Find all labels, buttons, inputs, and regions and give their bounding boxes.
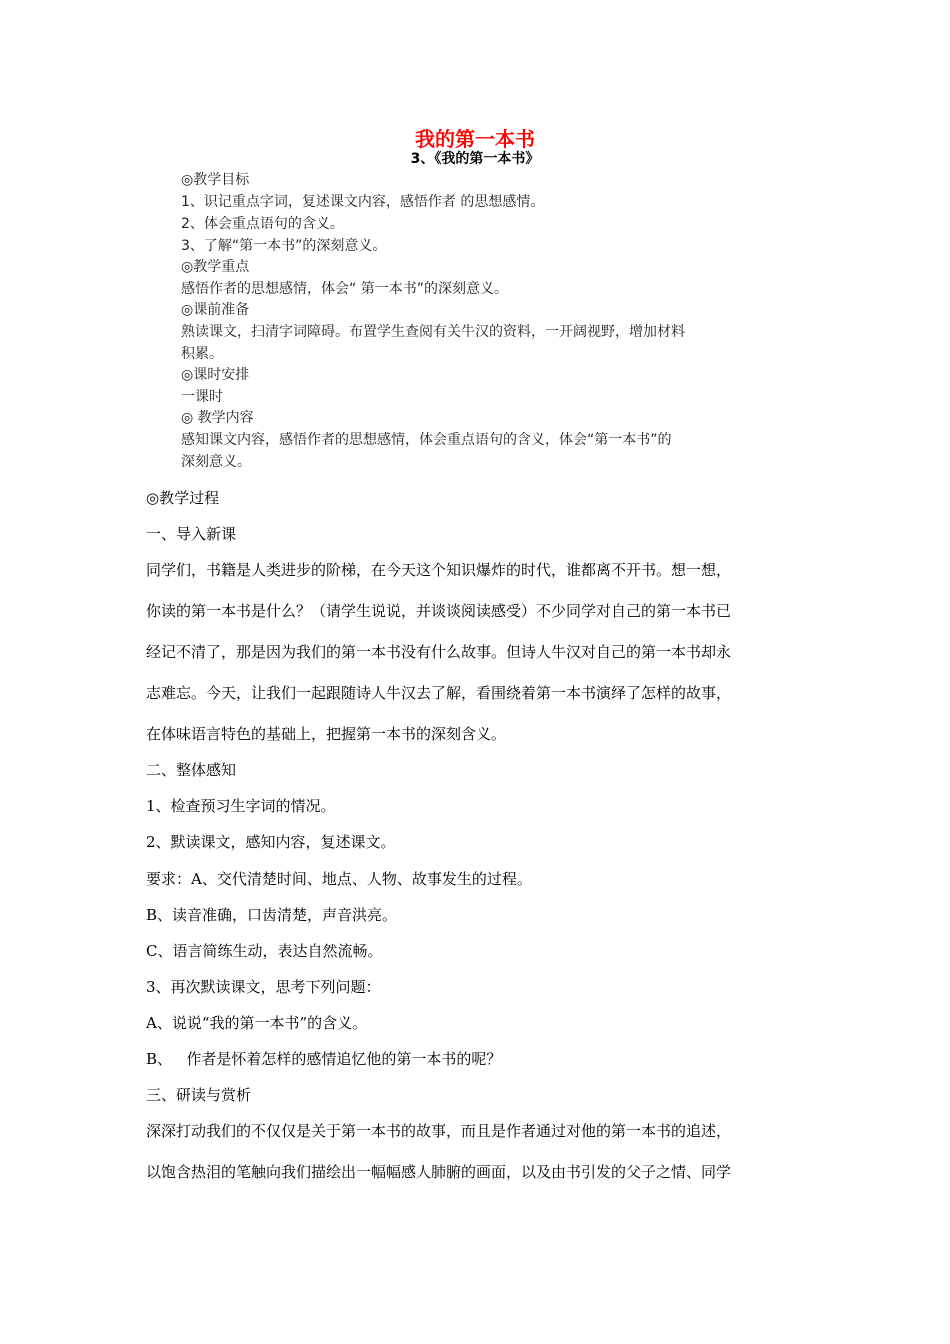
objectives-heading: ◎教学目标 [181, 172, 250, 188]
page-title: 我的第一本书 [415, 127, 535, 151]
section-heading: 二、整体感知 [146, 761, 237, 779]
objective-item: 3、了解“第一本书”的深刻意义。 [181, 238, 387, 254]
list-item: 要求：A、交代清楚时间、地点、人物、故事发生的过程。 [146, 870, 532, 888]
key-points-heading: ◎教学重点 [181, 259, 250, 275]
schedule-heading: ◎课时安排 [181, 367, 250, 383]
preparation-heading: ◎课前准备 [181, 302, 250, 318]
list-item: 2、默读课文，感知内容，复述课文。 [146, 833, 396, 851]
list-item: C、语言简练生动，表达自然流畅。 [146, 942, 383, 960]
list-item: 1、检查预习生字词的情况。 [146, 797, 336, 815]
content-heading: ◎ 教学内容 [181, 410, 254, 426]
objective-item: 1、识记重点字词，复述课文内容，感悟作者 的思想感情。 [181, 194, 545, 210]
list-item: B、读音准确，口齿清楚，声音洪亮。 [146, 906, 398, 924]
process-heading: ◎教学过程 [146, 489, 220, 507]
paragraph-line: 以饱含热泪的笔触向我们描绘出一幅幅感人肺腑的画面，以及由书引发的父子之情、同学 [146, 1163, 732, 1181]
content-line: 感知课文内容，感悟作者的思想感情，体会重点语句的含义，体会“第一本书”的 [181, 432, 672, 448]
schedule-text: 一课时 [181, 389, 223, 405]
paragraph-line: 经记不清了，那是因为我们的第一本书没有什么故事。但诗人牛汉对自己的第一本书却永 [146, 643, 732, 661]
page-subtitle: 3、《我的第一本书》 [410, 151, 540, 167]
list-item: B、 作者是怀着怎样的感情追忆他的第一本书的呢？ [146, 1050, 502, 1068]
key-points-text: 感悟作者的思想感情，体会“ 第一本书”的深刻意义。 [181, 281, 508, 297]
paragraph-line: 你读的第一本书是什么？（请学生说说，并谈谈阅读感受）不少同学对自己的第一本书已 [146, 602, 732, 620]
preparation-line: 熟读课文，扫清字词障碍。布置学生查阅有关牛汉的资料，一开阔视野，增加材料 [181, 324, 685, 340]
section-heading: 一、导入新课 [146, 525, 237, 543]
paragraph-line: 在体味语言特色的基础上，把握第一本书的深刻含义。 [146, 725, 507, 743]
paragraph-line: 同学们，书籍是人类进步的阶梯，在今天这个知识爆炸的时代，谁都离不开书。想一想， [146, 561, 732, 579]
content-line: 深刻意义。 [181, 454, 251, 470]
paragraph-line: 志难忘。今天，让我们一起跟随诗人牛汉去了解，看围绕着第一本书演绎了怎样的故事， [146, 684, 732, 702]
preparation-line: 积累。 [181, 346, 223, 362]
section-heading: 三、研读与赏析 [146, 1086, 252, 1104]
list-item: A、说说“我的第一本书”的含义。 [146, 1014, 368, 1032]
paragraph-line: 深深打动我们的不仅仅是关于第一本书的故事，而且是作者通过对他的第一本书的追述， [146, 1122, 732, 1140]
list-item: 3、再次默读课文，思考下列问题： [146, 978, 381, 996]
objective-item: 2、体会重点语句的含义。 [181, 216, 344, 232]
